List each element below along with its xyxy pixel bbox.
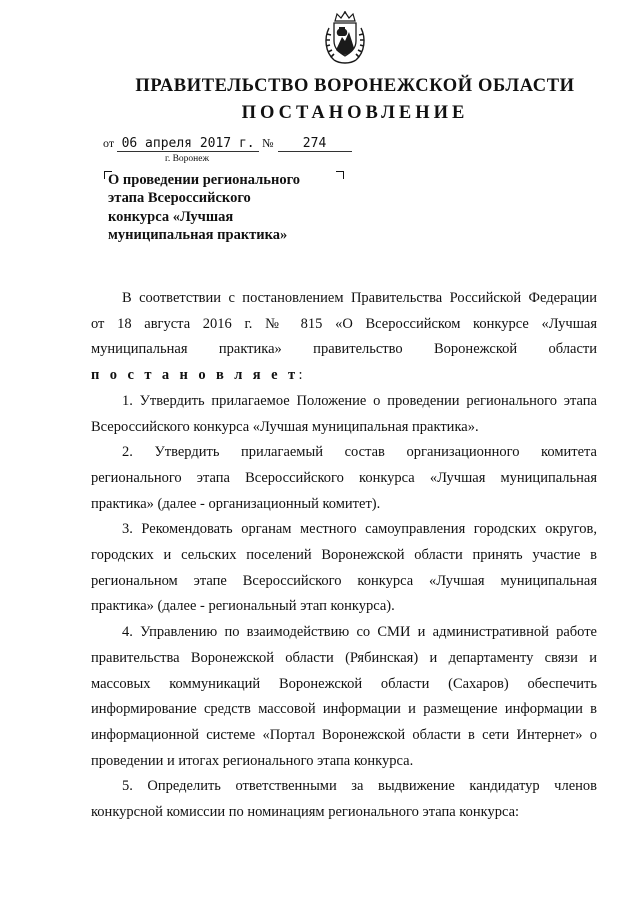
text-line: 4. Управлению по взаимодействию со СМИ и административной работе — [122, 624, 597, 641]
text-line: от 18 августа 2016 г. № 815 «О Всероссийском конкурсе «Лучшая — [91, 315, 597, 332]
text-line: правительства Воронежской области (Рябинская) и департаменту связи и — [91, 649, 597, 666]
number-label: № — [262, 136, 274, 150]
clause-3 — [91, 517, 597, 620]
clause-4 — [91, 620, 597, 774]
text-line: конкурсной комиссии по номинациям регионального этапа конкурса: — [91, 804, 520, 821]
text-line: 5. Определить ответственными за выдвижение кандидатур членов — [122, 778, 597, 795]
document-number: 274 — [278, 137, 352, 152]
text-line: регионального этапа Всероссийского конкурса «Лучшая муниципальная — [91, 469, 597, 486]
text-line: Всероссийского конкурса «Лучшая муниципальная практика». — [91, 418, 479, 435]
date-prefix-label: от — [103, 136, 115, 150]
keyword-text: п о с т а н о в л я е т — [91, 367, 299, 384]
resolution-keyword — [91, 363, 597, 389]
clause-2 — [91, 440, 597, 517]
text-line: массовых коммуникаций Воронежской области (Сахаров) обеспечить — [91, 675, 597, 692]
text-line: 3. Рекомендовать органам местного самоуправления городских округов, — [122, 521, 597, 538]
text-line: проведении и итогах регионального этапа конкурса. — [91, 752, 414, 769]
government-name: ПРАВИТЕЛЬСТВО ВОРОНЕЖСКОЙ ОБЛАСТИ — [135, 76, 575, 96]
text-line: В соответствии с постановлением Правительства Российской Федерации — [122, 290, 597, 306]
document-type: ПОСТАНОВЛЕНИЕ — [241, 103, 469, 123]
subject-line: конкурса «Лучшая — [108, 208, 234, 225]
date-number-line — [103, 136, 352, 152]
subject-line: этапа Всероссийского — [108, 190, 251, 207]
text-line: региональном этапе Всероссийского конкурса «Лучшая муниципальная — [91, 572, 597, 589]
resolution-keyword-paragraph — [91, 363, 597, 389]
text-line: практика» (далее - организационный комитет). — [91, 495, 381, 512]
subject-line: муниципальная практика» — [108, 226, 288, 243]
city-label: г. Воронеж — [165, 154, 210, 164]
document-date: 06 апреля 2017 г. — [117, 137, 259, 152]
document-body — [91, 286, 597, 826]
coat-of-arms-icon — [322, 10, 368, 66]
document-subject — [108, 171, 338, 244]
text-line: муниципальная практика» правительство Воронежской области — [91, 341, 597, 358]
text-line: городских и сельских поселений Воронежской области принять участие в — [91, 547, 597, 564]
preamble-paragraph — [91, 286, 597, 363]
text-line: 1. Утвердить прилагаемое Положение о проведении регионального этапа — [122, 392, 597, 409]
clause-5 — [91, 774, 597, 825]
text-line: информационной системе «Портал Воронежской области в сети Интернет» о — [91, 726, 597, 743]
text-line: практика» (далее - региональный этап конкурса). — [91, 598, 395, 615]
subject-line: О проведении регионального — [108, 172, 301, 188]
text-line: информирование средств массовой информации и размещение информации в — [91, 701, 597, 718]
text-line: 2. Утвердить прилагаемый состав организационного комитета — [122, 444, 597, 461]
keyword-tail: : — [298, 367, 303, 384]
clause-1 — [91, 389, 597, 440]
